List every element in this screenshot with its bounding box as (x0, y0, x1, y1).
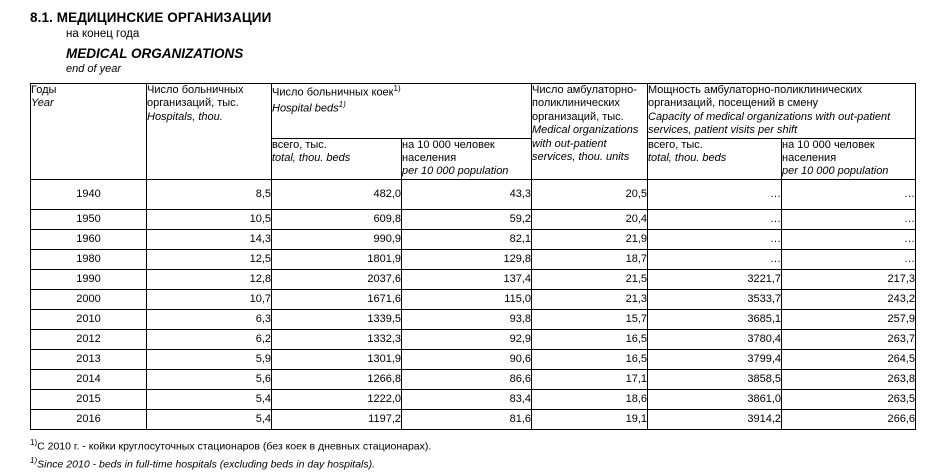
header-capacity-ru: Мощность амбулаторно-поликлинических организаций, посещений в смену (648, 84, 863, 110)
table-header (31, 84, 916, 180)
cell-beds-total: 990,9 (272, 229, 402, 249)
header-beds-per10k (402, 138, 532, 179)
header-hospitals (147, 84, 272, 180)
cell-outpatient: 21,9 (532, 229, 648, 249)
footnote-marker-ru: 1) (30, 437, 38, 447)
header-beds-per10k-ru: на 10 000 человек населения (402, 138, 495, 165)
cell-hospitals: 10,5 (147, 209, 272, 229)
header-outpatient-en: Medical organizations with out-patient services, thou. units (532, 124, 639, 164)
cell-capacity-per10k: 263,5 (782, 389, 916, 409)
cell-hospitals: 10,7 (147, 289, 272, 309)
cell-beds-per10k: 93,8 (402, 309, 532, 329)
cell-beds-total: 482,0 (272, 179, 402, 209)
cell-year: 2012 (31, 329, 147, 349)
header-capacity-total-en: total, thou. beds (648, 152, 727, 165)
cell-capacity-total: 3799,4 (648, 349, 782, 369)
footnote-en-text: Since 2010 - beds in full-time hospitals (excluding beds in day hospitals). (37, 458, 376, 471)
header-years-en: Year (31, 97, 54, 110)
header-beds-total-en: total, thou. beds (272, 152, 351, 165)
cell-capacity-per10k: 243,2 (782, 289, 916, 309)
cell-hospitals: 14,3 (147, 229, 272, 249)
cell-capacity-total: 3780,4 (648, 329, 782, 349)
cell-capacity-total: 3685,1 (648, 309, 782, 329)
cell-capacity-total: 3861,0 (648, 389, 782, 409)
cell-capacity-per10k: 263,8 (782, 369, 916, 389)
cell-outpatient: 20,5 (532, 179, 648, 209)
cell-capacity-total: 3533,7 (648, 289, 782, 309)
cell-outpatient: 21,5 (532, 269, 648, 289)
cell-beds-total: 1332,3 (272, 329, 402, 349)
cell-hospitals: 5,4 (147, 409, 272, 429)
cell-hospitals: 12,8 (147, 269, 272, 289)
cell-beds-total: 1301,9 (272, 349, 402, 369)
table-row (31, 209, 916, 229)
cell-outpatient: 21,3 (532, 289, 648, 309)
header-capacity-total-ru: всего, тыс. (648, 138, 703, 151)
cell-beds-per10k: 92,9 (402, 329, 532, 349)
table-row (31, 369, 916, 389)
cell-hospitals: 5,9 (147, 349, 272, 369)
header-beds-footnote-marker: 1) (393, 84, 401, 93)
cell-year: 1950 (31, 209, 147, 229)
cell-beds-per10k: 129,8 (402, 249, 532, 269)
header-beds-ru (272, 84, 531, 100)
cell-capacity-per10k: 264,5 (782, 349, 916, 369)
table-body (31, 179, 916, 429)
cell-hospitals: 12,5 (147, 249, 272, 269)
table-row (31, 349, 916, 369)
page-subtitle-ru: на конец года (66, 28, 140, 40)
cell-outpatient: 17,1 (532, 369, 648, 389)
table-row (31, 289, 916, 309)
footnote-ru-text: С 2010 г. - койки круглосуточных стационаров (без коек в дневных стационарах). (37, 440, 432, 453)
table-row (31, 179, 916, 209)
header-beds-en-text: Hospital beds (272, 102, 339, 115)
cell-capacity-per10k: … (782, 249, 916, 269)
table-row (31, 389, 916, 409)
cell-capacity-total: … (648, 209, 782, 229)
cell-capacity-per10k: 217,3 (782, 269, 916, 289)
cell-beds-total: 1339,5 (272, 309, 402, 329)
cell-capacity-per10k: 263,7 (782, 329, 916, 349)
cell-beds-total: 1801,9 (272, 249, 402, 269)
cell-beds-total: 1266,8 (272, 369, 402, 389)
header-beds-en-footnote-marker: 1) (338, 100, 346, 110)
cell-hospitals: 6,2 (147, 329, 272, 349)
cell-beds-total: 609,8 (272, 209, 402, 229)
header-capacity (648, 84, 916, 139)
cell-capacity-total: … (648, 229, 782, 249)
header-years-ru: Годы (31, 84, 57, 96)
header-beds-total (272, 138, 402, 179)
cell-capacity-per10k: … (782, 209, 916, 229)
cell-outpatient: 18,7 (532, 249, 648, 269)
cell-beds-per10k: 43,3 (402, 179, 532, 209)
header-beds-per10k-en: per 10 000 population (402, 165, 509, 178)
header-outpatient-ru: Число амбулаторно-поликлинических организаций, тыс. (532, 84, 637, 123)
cell-outpatient: 18,6 (532, 389, 648, 409)
table-row (31, 249, 916, 269)
cell-capacity-total: 3914,2 (648, 409, 782, 429)
table-row (31, 269, 916, 289)
cell-year: 2010 (31, 309, 147, 329)
cell-beds-total: 1197,2 (272, 409, 402, 429)
cell-capacity-per10k: 257,9 (782, 309, 916, 329)
cell-outpatient: 16,5 (532, 349, 648, 369)
cell-year: 1940 (31, 179, 147, 209)
cell-year: 1960 (31, 229, 147, 249)
cell-capacity-per10k: … (782, 179, 916, 209)
page-title: 8.1. МЕДИЦИНСКИЕ ОРГАНИЗАЦИИ (30, 10, 272, 25)
cell-year: 2000 (31, 289, 147, 309)
table-row (31, 309, 916, 329)
cell-year: 1990 (31, 269, 147, 289)
cell-year: 2016 (31, 409, 147, 429)
header-capacity-per10k-ru: на 10 000 человек населения (782, 138, 875, 165)
header-capacity-total (648, 138, 782, 179)
cell-year: 2015 (31, 389, 147, 409)
cell-beds-per10k: 90,6 (402, 349, 532, 369)
cell-hospitals: 5,6 (147, 369, 272, 389)
footnote-block (30, 437, 933, 472)
header-beds (272, 84, 532, 139)
header-beds-ru-text: Число больничных коек (272, 86, 394, 99)
cell-outpatient: 19,1 (532, 409, 648, 429)
cell-year: 2013 (31, 349, 147, 369)
cell-beds-total: 1222,0 (272, 389, 402, 409)
cell-hospitals: 8,5 (147, 179, 272, 209)
header-capacity-per10k (782, 138, 916, 179)
table-row (31, 229, 916, 249)
cell-year: 1980 (31, 249, 147, 269)
header-years (31, 84, 147, 180)
cell-hospitals: 6,3 (147, 309, 272, 329)
cell-beds-per10k: 115,0 (402, 289, 532, 309)
cell-beds-total: 1671,6 (272, 289, 402, 309)
cell-capacity-total: 3221,7 (648, 269, 782, 289)
page-title-en: MEDICAL ORGANIZATIONS (66, 46, 244, 61)
cell-hospitals: 5,4 (147, 389, 272, 409)
header-hospitals-ru: Число больничных организаций, тыс. (147, 84, 244, 110)
footnote-en (30, 455, 933, 472)
cell-beds-per10k: 59,2 (402, 209, 532, 229)
cell-capacity-total: 3858,5 (648, 369, 782, 389)
medical-organizations-table (30, 83, 916, 430)
cell-beds-per10k: 82,1 (402, 229, 532, 249)
header-hospitals-en: Hospitals, thou. (147, 110, 223, 123)
header-beds-total-ru: всего, тыс. (272, 138, 327, 151)
cell-outpatient: 15,7 (532, 309, 648, 329)
cell-year: 2014 (31, 369, 147, 389)
header-capacity-en: Capacity of medical organizations with out-patient services, patient visits per shift (648, 110, 891, 137)
cell-capacity-per10k: … (782, 229, 916, 249)
footnote-marker-en: 1) (30, 455, 38, 465)
cell-outpatient: 20,4 (532, 209, 648, 229)
table-row (31, 409, 916, 429)
cell-beds-per10k: 137,4 (402, 269, 532, 289)
table-row (31, 329, 916, 349)
cell-outpatient: 16,5 (532, 329, 648, 349)
cell-beds-per10k: 86,6 (402, 369, 532, 389)
header-capacity-per10k-en: per 10 000 population (782, 165, 889, 178)
cell-beds-per10k: 83,4 (402, 389, 532, 409)
cell-capacity-total: … (648, 179, 782, 209)
cell-capacity-total: … (648, 249, 782, 269)
header-beds-en (272, 100, 531, 116)
header-outpatient (532, 84, 648, 180)
page-subtitle-en: end of year (66, 63, 122, 75)
cell-beds-total: 2037,6 (272, 269, 402, 289)
footnote-ru (30, 437, 933, 455)
cell-capacity-per10k: 266,6 (782, 409, 916, 429)
cell-beds-per10k: 81,6 (402, 409, 532, 429)
